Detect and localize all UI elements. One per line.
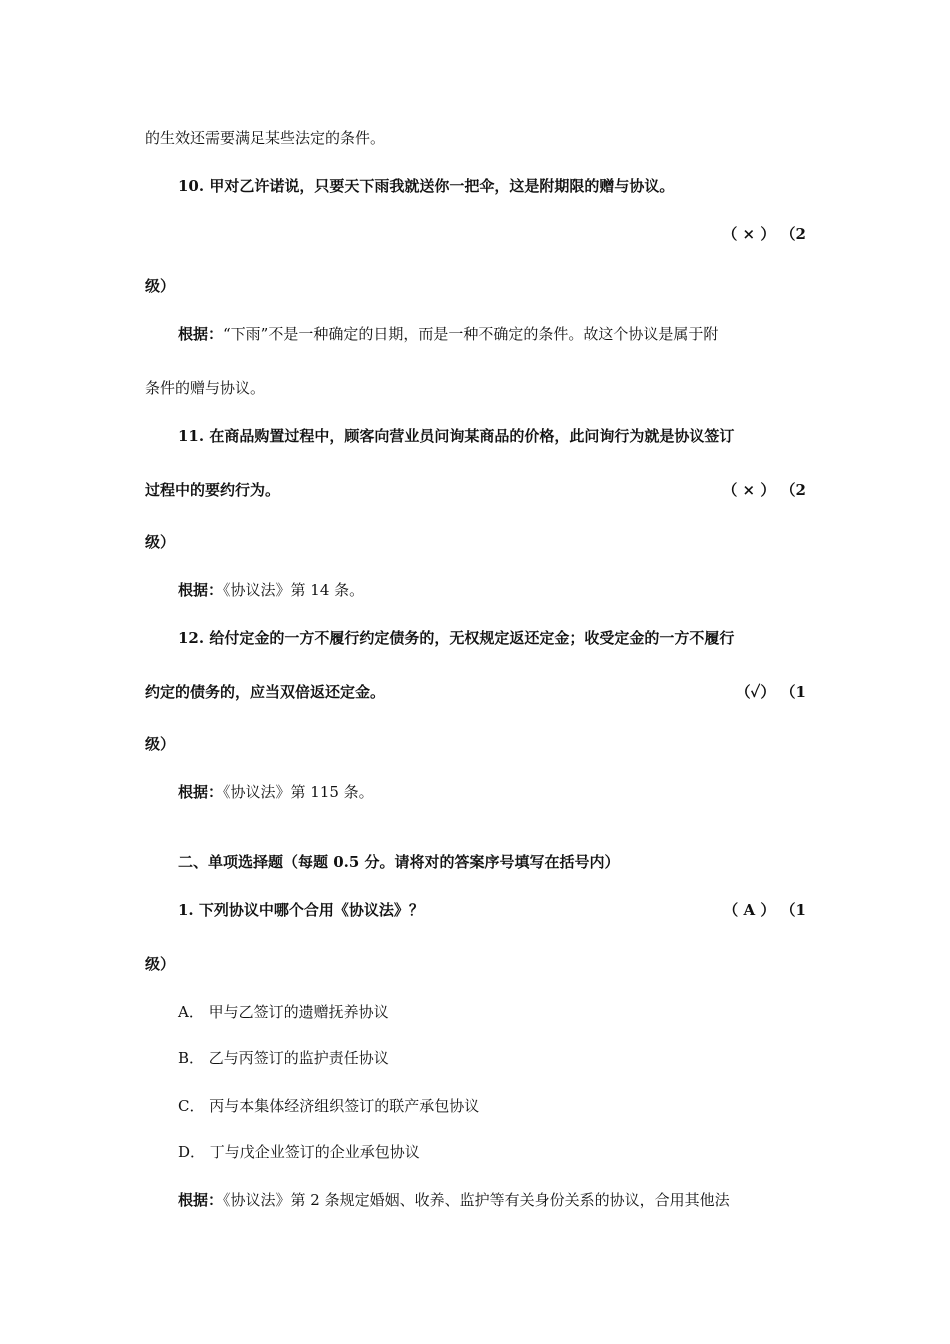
paragraph-continuation: 的生效还需要满足某些法定的条件。: [145, 129, 386, 147]
basis-text: 《协议法》第 115 条。: [223, 783, 374, 801]
question-11: 11. 在商品购置过程中，顾客向营业员问询某商品的价格，此问询行为就是协议签订: [178, 427, 735, 445]
section-heading-single-choice: 二、单项选择题（每题 0.5 分。请将对的答案序号填写在括号内）: [178, 853, 620, 871]
question-12-continued: 约定的债务的，应当双倍返还定金。: [145, 683, 386, 701]
basis-label: 根据：: [178, 581, 224, 599]
basis-text: 《协议法》第 2 条规定婚姻、收养、监护等有关身份关系的协议，合用其他法: [223, 1191, 730, 1209]
basis-label: 根据：: [178, 1191, 224, 1209]
question-11-level: 级）: [145, 533, 176, 551]
question-10-basis-continued: 条件的赠与协议。: [145, 379, 266, 397]
choice-question-1-level: 级）: [145, 955, 176, 973]
option-d: D． 丁与戊企业签订的企业承包协议: [178, 1143, 420, 1161]
question-12-basis: [178, 782, 374, 802]
question-12: 12. 给付定金的一方不履行约定债务的，无权规定返还定金；收受定金的一方不履行: [178, 629, 735, 647]
basis-text: 《协议法》第 14 条。: [223, 581, 365, 599]
basis-text: “下雨”不是一种确定的日期，而是一种不确定的条件。故这个协议是属于附: [223, 325, 719, 343]
question-10-basis: [178, 324, 718, 344]
basis-label: 根据：: [178, 783, 224, 801]
question-11-continued: 过程中的要约行为。: [145, 481, 281, 499]
choice-question-1-answer-mark: （ A ） （1: [723, 901, 806, 919]
question-10-level: 级）: [145, 277, 176, 295]
option-a: A． 甲与乙签订的遗赠抚养协议: [178, 1003, 389, 1021]
option-c: C． 丙与本集体经济组织签订的联产承包协议: [178, 1097, 480, 1115]
question-11-basis: [178, 580, 364, 600]
basis-label: 根据：: [178, 325, 224, 343]
option-b: B． 乙与丙签订的监护责任协议: [178, 1049, 389, 1067]
choice-question-1-basis: [178, 1190, 730, 1210]
question-10: 10. 甲对乙许诺说，只要天下雨我就送你一把伞，这是附期限的赠与协议。: [178, 177, 675, 195]
question-12-answer-mark: （✓） （1: [735, 683, 806, 701]
question-12-level: 级）: [145, 735, 176, 753]
question-10-answer-mark: （ × ） （2: [722, 225, 806, 243]
question-11-answer-mark: （ × ） （2: [722, 481, 806, 499]
choice-question-1: 1. 下列协议中哪个合用《协议法》？: [178, 901, 424, 919]
